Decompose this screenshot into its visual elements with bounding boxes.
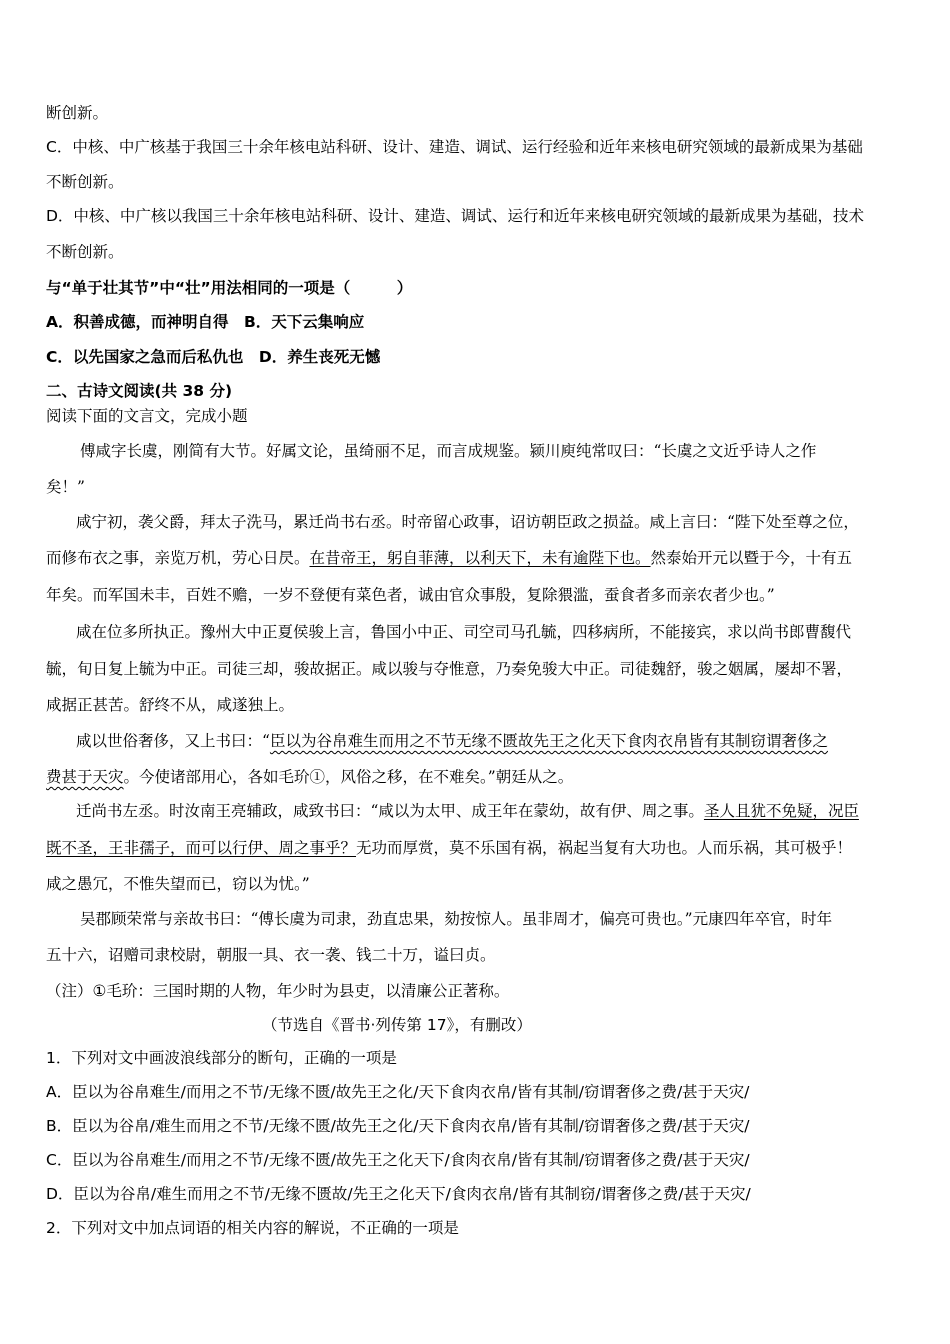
wavy-underline-text: 费甚于天灾: [46, 768, 124, 786]
option-c: C．中核、中广核基于我国三十余年核电站科研、设计、建造、调试、运行经验和近年来核电研究领域的最新成果为基础: [46, 138, 863, 156]
options-cd: C．以先国家之急而后私仇也 D．养生丧死无憾: [46, 348, 381, 366]
passage-text: 而修布衣之事，亲览万机，劳心日昃。: [46, 549, 310, 567]
question-stem: 与“单于壮其节”中“壮”用法相同的一项是（ ）: [46, 279, 413, 297]
wavy-underline-text: 臣以为谷帛难生而用之不节无缘不匮故先王之化天下食肉衣帛皆有其制窃谓奢侈之: [269, 732, 828, 750]
underlined-sentence: 在昔帝王，躬自菲薄，以利天下，未有逾陛下也。: [309, 549, 651, 567]
passage-line: [46, 548, 852, 568]
passage-line: 吴郡顾荣常与亲故书曰：“傅长虞为司隶，劲直忠果，劾按惊人。虽非周才，偏亮可贵也。”元康四年卒官，时年: [80, 910, 833, 928]
question-1-option-b: B．臣以为谷帛/难生而用之不节/无缘不匮/故先王之化/天下食肉衣帛/皆有其制/窃谓奢侈之费/甚于天灾/: [46, 1117, 750, 1135]
question-1-option-c: C．臣以为谷帛难生/而用之不节/无缘不匮/故先王之化天下/食肉衣帛/皆有其制/窃谓奢侈之费/甚于天灾/: [46, 1151, 750, 1169]
passage-text: 迁尚书左丞。时汝南王亮辅政，咸致书曰：“咸以为太甲、成王年在蒙幼，故有伊、周之事。: [76, 802, 704, 820]
passage-line: [76, 731, 828, 751]
question-2: 2．下列对文中加点词语的相关内容的解说，不正确的一项是: [46, 1219, 459, 1237]
passage-line: [46, 767, 573, 787]
passage-line: 年矣。而军国未丰，百姓不赡，一岁不登便有菜色者，诚由官众事殷，复除猥滥，蚕食者多而亲农者少也。”: [46, 586, 775, 604]
passage-text: 然泰始开元以暨于今，十有五: [650, 549, 853, 567]
passage-line: 傅咸字长虞，刚简有大节。好属文论，虽绮丽不足，而言成规鉴。颍川庾纯常叹曰：“长虞之文近乎诗人之作: [80, 442, 817, 460]
passage-text: 无功而厚赏，莫不乐国有祸，祸起当复有大功也。人而乐祸，其可极乎！: [356, 839, 853, 857]
question-1-option-a: A．臣以为谷帛难生/而用之不节/无缘不匮/故先王之化/天下食肉衣帛/皆有其制/窃谓奢侈之费/甚于天灾/: [46, 1083, 750, 1101]
text-line: 断创新。: [46, 104, 109, 122]
footnote: （注）①毛玠：三国时期的人物，年少时为县吏，以清廉公正著称。: [46, 982, 510, 1000]
source-citation: （节选自《晋书·列传第 17》，有删改）: [262, 1016, 532, 1034]
instruction: 阅读下面的文言文，完成小题: [46, 407, 248, 425]
passage-line: 咸宁初，袭父爵，拜太子洗马，累迁尚书右丞。时帝留心政事，诏访朝臣政之损益。咸上言曰：“陛下处至尊之位，: [76, 513, 859, 531]
text-line: 不断创新。: [46, 173, 124, 191]
passage-line: [46, 838, 852, 858]
question-1: 1．下列对文中画波浪线部分的断句，正确的一项是: [46, 1049, 397, 1067]
passage-line: [76, 801, 859, 821]
option-d: D．中核、中广核以我国三十余年核电站科研、设计、建造、调试、运行和近年来核电研究领域的最新成果为基础，技术: [46, 207, 864, 225]
text-line: 不断创新。: [46, 243, 124, 261]
passage-text: 。今使诸部用心，各如毛玠①，风俗之移，在不难矣。”朝廷从之。: [123, 768, 574, 786]
passage-text: 咸以世俗奢侈，又上书曰：“: [76, 732, 270, 750]
passage-line: 咸在位多所执正。豫州大中正夏侯骏上言，鲁国小中正、司空司马孔毓，四移病所，不能接宾，求以尚书郎曹馥代: [76, 623, 852, 641]
passage-line: 毓，旬日复上毓为中正。司徒三却，骏故据正。咸以骏与夺惟意，乃奏免骏大中正。司徒魏舒，骏之姻属，屡却不署，: [46, 660, 853, 678]
passage-line: 五十六，诏赠司隶校尉，朝服一具、衣一袭、钱二十万，谥曰贞。: [46, 946, 496, 964]
underlined-sentence: 圣人且犹不免疑，况臣: [703, 802, 859, 820]
passage-line: 咸之愚冗，不惟失望而已，窃以为忧。”: [46, 875, 310, 893]
passage-line: 咸据正甚苦。舒终不从，咸遂独上。: [46, 696, 295, 714]
section-heading: 二、古诗文阅读(共 38 分): [46, 382, 233, 400]
question-1-option-d: D．臣以为谷帛/难生而用之不节/无缘不匮故/先王之化天下/食肉衣帛/皆有其制窃/谓奢侈之费/甚于天灾/: [46, 1185, 751, 1203]
passage-line: 矣！”: [46, 478, 85, 496]
options-ab: A．积善成德，而神明自得 B．天下云集响应: [46, 313, 365, 331]
underlined-sentence: 既不圣，王非孺子，而可以行伊、周之事乎？: [46, 839, 357, 857]
